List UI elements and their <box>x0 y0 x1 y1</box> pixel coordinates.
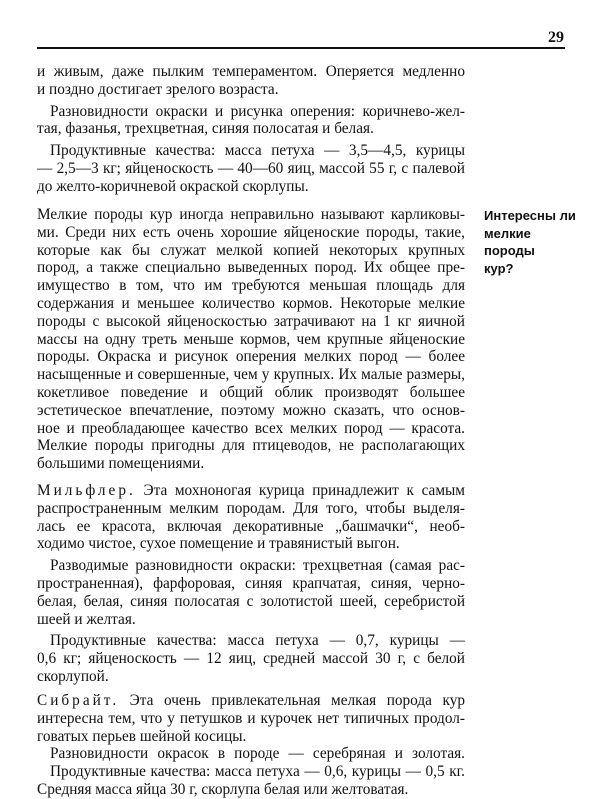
margin-question-line: мелкие породы <box>484 225 535 258</box>
text-line: Продуктивные качества: масса петуха — 0,7, курицы — <box>50 632 465 650</box>
text-fragment: Эта мохноногая курица принадлежит к самым <box>135 482 465 499</box>
text-line: массы на одну треть меньше кормов, чем крупные яйценоские <box>37 330 465 348</box>
paragraph <box>37 632 465 685</box>
text-line: и поздно достигает зрелого возраста. <box>37 80 279 98</box>
margin-question-line: кур? <box>484 260 514 276</box>
small-breeds-paragraph <box>37 206 465 473</box>
milfler-section <box>37 482 465 686</box>
paragraph <box>37 63 465 99</box>
paragraph <box>37 692 465 745</box>
text-line: Мелкие породы кур иногда неправильно называют карликовы- <box>37 206 465 223</box>
text-line: содержания и меньшее количество кормов. Некоторые мелкие <box>37 294 465 312</box>
text-line: Средняя масса яйца 30 г, скорлупа белая или желтоватая. <box>37 780 409 798</box>
text-line: до желто-коричневой окраской скорлупы. <box>37 177 309 195</box>
text-line: Продуктивные качества: масса петуха — 3,5—4,5, курицы <box>50 142 465 160</box>
breed-name: Мильфлер. <box>37 482 136 499</box>
text-line: пород, а также специально выведенных пород. Их общее пре- <box>37 259 465 277</box>
paragraph <box>37 763 465 799</box>
text-line: скорлупой. <box>37 667 109 685</box>
text-line: — 2,5—3 кг; яйценоскость — 40—60 яиц, массой 55 г, с палевой <box>37 159 465 177</box>
text-line: интересна тем, что у петушков и курочек нет типичных продол- <box>37 709 465 727</box>
text-line: говатых перьев шейной косицы. <box>37 727 247 745</box>
continued-breed-text <box>37 63 465 196</box>
text-line: большими помещениями. <box>37 455 205 473</box>
text-line: породы с высокой яйценоскостью затрачивают на 1 кг яичной <box>37 312 465 330</box>
text-line: распространенным мелким породам. Для того, чтобы выделя- <box>37 499 465 517</box>
text-line: которые как бы служат мелкой копией некоторых крупных <box>37 241 465 259</box>
breed-name: Сибрайт. <box>37 692 120 709</box>
text-line: кокетливое поведение и общий облик производят большее <box>37 383 465 401</box>
sibright-section <box>37 692 465 799</box>
text-line: тая, фазанья, трехцветная, синяя полосатая и белая. <box>37 120 374 138</box>
text-line: Разновидности окрасок в породе — серебряная и золотая. <box>50 745 465 763</box>
paragraph <box>37 745 465 763</box>
text-line: и живым, даже пылким темпераментом. Оперяется медленно <box>37 63 465 80</box>
text-line: эстетическое впечатление, поэтому можно сказать, что основ- <box>37 401 465 419</box>
text-line: Продуктивные качества: масса петуха — 0,6, курицы — 0,5 кг. <box>50 763 465 781</box>
margin-question-line: Интересны ли <box>484 208 576 223</box>
text-line: породы. Окраска и рисунок оперения мелких пород — более <box>37 348 465 366</box>
text-line: Разновидности окраски и рисунка оперения: коричнево-жел- <box>50 102 465 120</box>
paragraph <box>37 142 465 195</box>
paragraph <box>37 557 465 628</box>
header-rule <box>37 47 565 49</box>
text-line: белая, белая, синяя полосатая с золотистой шеей, серебристой <box>37 592 465 610</box>
text-line: лась ее красота, включая декоративные „башмачки“, необ- <box>37 517 465 535</box>
text-line: Разводимые разновидности окраски: трехцветная (самая рас- <box>50 557 465 575</box>
text-line: шеей и желтая. <box>37 610 136 628</box>
page-number: 29 <box>548 29 564 46</box>
text-line: имущество в том, что им требуются меньшая площадь для <box>37 277 465 295</box>
text-line <box>37 482 465 500</box>
text-line: пространенная), фарфоровая, синяя крапчатая, синяя, черно- <box>37 574 465 592</box>
text-line <box>37 692 465 710</box>
text-line: 0,6 кг; яйценоскость — 12 яиц, средней массой 30 г, с белой <box>37 650 465 668</box>
text-line: ходимо чистое, сухое помещение и травянистый выгон. <box>37 535 400 553</box>
paragraph <box>37 103 465 139</box>
margin-question <box>484 207 584 277</box>
text-line: насыщенные и совершенные, чем у крупных. Их малые размеры, <box>37 366 465 384</box>
text-line: Мелкие породы пригодны для птицеводов, не располагающих <box>37 437 465 455</box>
text-line: ми. Среди них есть очень хорошие яйценоские породы, такие, <box>37 223 465 241</box>
text-fragment: Эта очень привлекательная мелкая порода кур <box>119 692 465 709</box>
text-line: ное и преобладающее качество всех мелких пород — красота. <box>37 419 465 437</box>
paragraph <box>37 482 465 553</box>
